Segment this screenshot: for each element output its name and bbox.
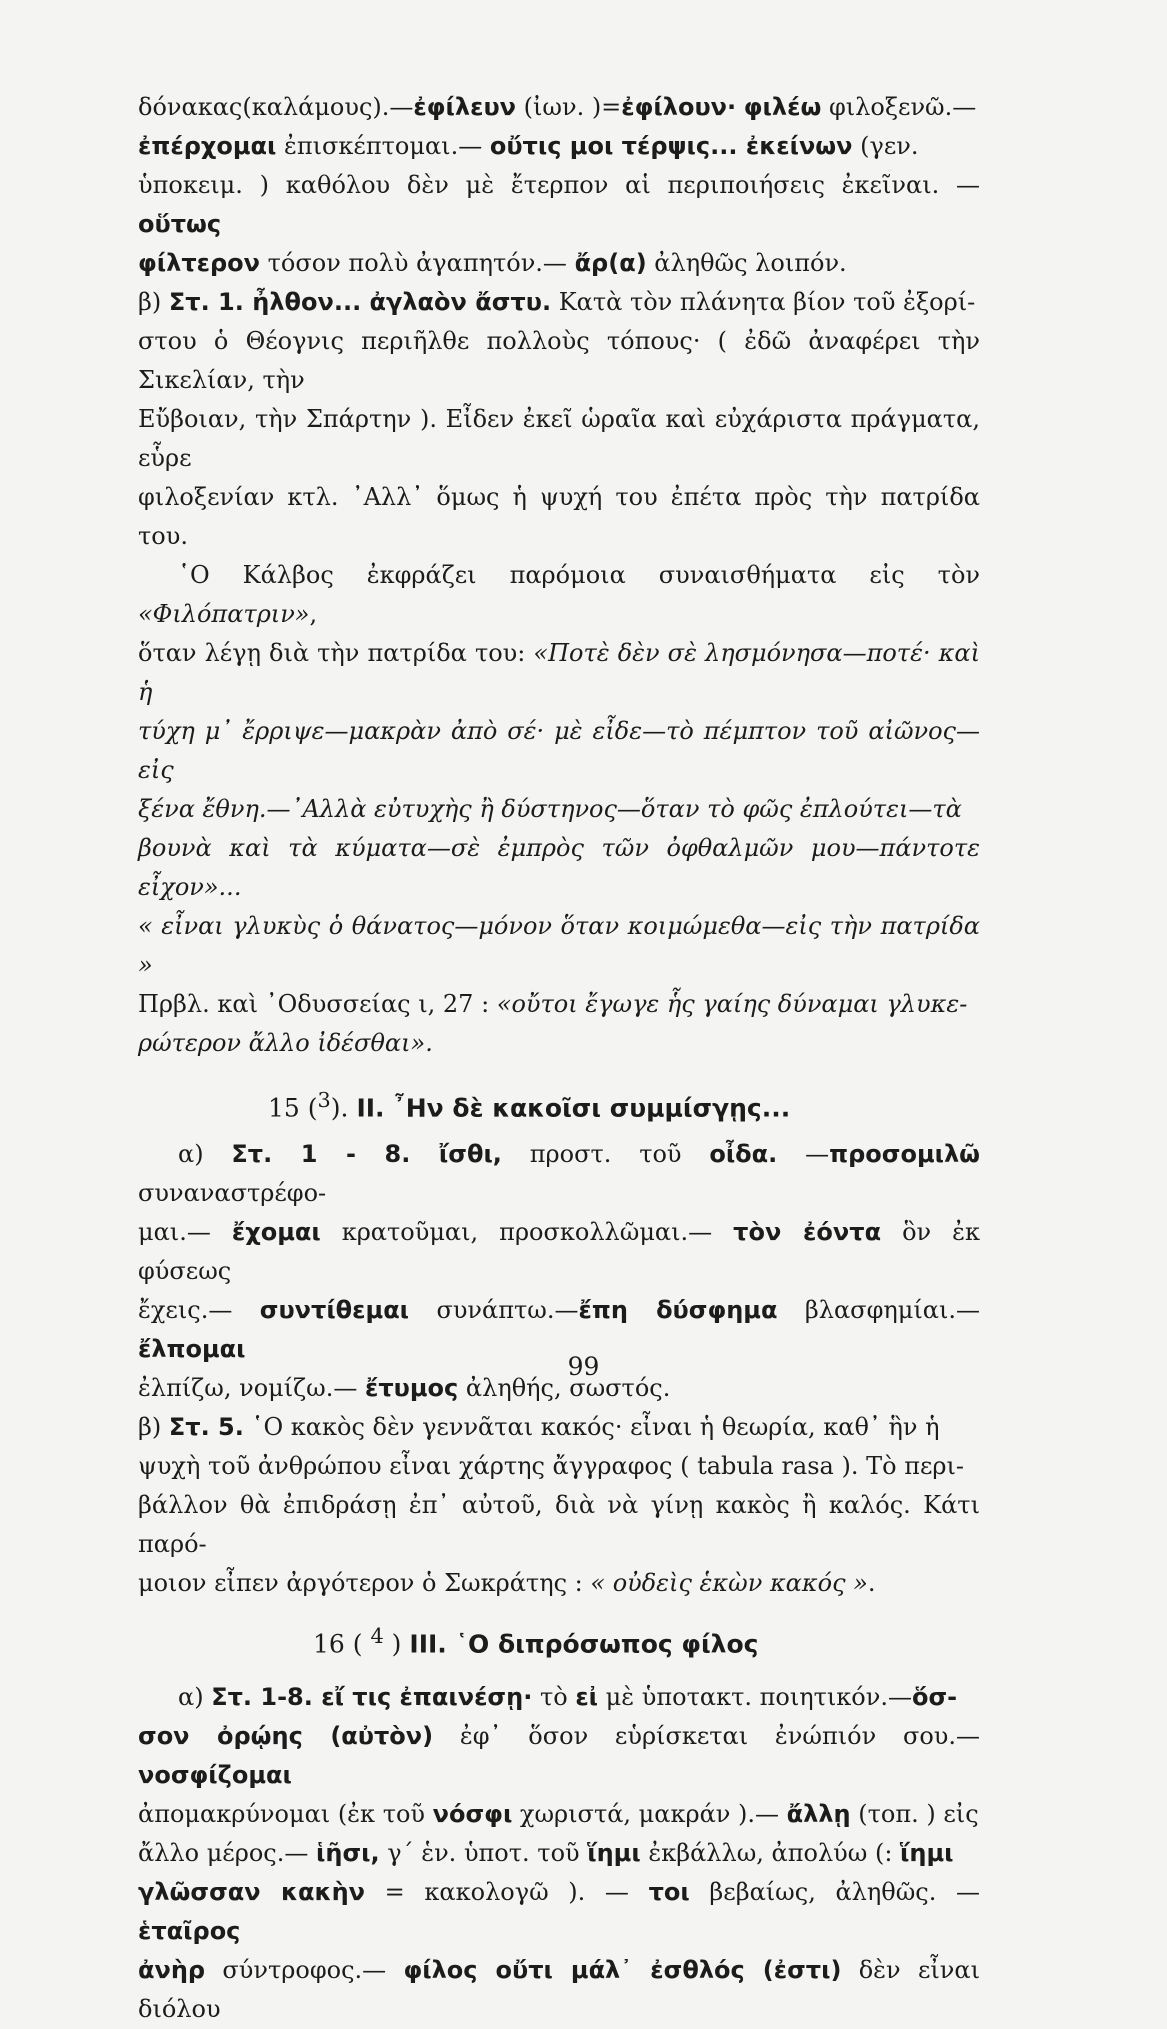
text-line: α) Στ. 1 - 8. ἴσθι, προστ. τοῦ οἶδα. —προσομιλῶ συναναστρέφο-: [138, 1140, 980, 1208]
text-line: ψυχὴ τοῦ ἀνθρώπου εἶναι χάρτης ἄγγραφος ( tabula rasa ). Τὸ περι-: [138, 1452, 965, 1481]
text-line: α) Στ. 1-8. εἴ τις ἐπαινέσῃ· τὸ εἰ μὲ ὑποτακτ. ποιητικόν.—ὅσ-: [178, 1682, 958, 1711]
text-line: τύχη μ᾿ ἔρριψε—μακρὰν ἀπὸ σέ· μὲ εἶδε—τὸ πέμπτον τοῦ αἰῶνος—εἰς: [138, 717, 980, 784]
text-line: σον ὀρῴης (αὐτὸν) ἐφ᾿ ὅσον εὑρίσκεται ἐνώπιόν σου.— νοσφίζομαι: [138, 1721, 980, 1789]
section-heading-15: 15 ($^3$). II. ῏Ην δὲ κακοῖσι συμμίσγῃς...: [268, 1088, 791, 1123]
text-line: β) Στ. 1. ἦλθον... ἀγλαὸν ἄστυ. Κατὰ τὸν πλάνητα βίον τοῦ ἐξορί-: [138, 288, 976, 316]
text-line: ὑποκειμ. ) καθόλου δὲν μὲ ἔτερπον αἱ περιποιήσεις ἐκεῖναι. —οὕτως: [138, 171, 980, 238]
section-heading-16: 16 ( $^4$ ) III. ῾Ο διπρόσωπος φίλος: [313, 1624, 759, 1659]
text-line: β) Στ. 5. ῾Ο κακὸς δὲν γεννᾶται κακός· εἶναι ἡ θεωρία, καθ᾿ ἣν ἡ: [138, 1413, 940, 1442]
text-line: βάλλον θὰ ἐπιδράσῃ ἐπ᾿ αὐτοῦ, διὰ νὰ γίνῃ κακὸς ἢ καλός. Κάτι παρό-: [138, 1491, 980, 1559]
text-line: γλῶσσαν κακὴν = κακολογῶ ). — τοι βεβαίως, ἀληθῶς. — ἑταῖρος: [138, 1877, 980, 1945]
text-line: μαι.— ἔχομαι κρατοῦμαι, προσκολλῶμαι.— τὸν ἐόντα ὃν ἐκ φύσεως: [138, 1218, 980, 1286]
text-line: ἄλλο μέρος.— ἱῆσι, γ΄ ἑν. ὑποτ. τοῦ ἵημι ἐκβάλλω, ἀπολύω (: ἵημι: [138, 1838, 954, 1867]
text-line: « εἶναι γλυκὺς ὁ θάνατος—μόνον ὅταν κοιμώμεθα—εἰς τὴν πατρίδα »: [138, 912, 980, 979]
text-line: ἀπομακρύνομαι (ἐκ τοῦ νόσφι χωριστά, μακράν ).— ἄλλῃ (τοπ. ) εἰς: [138, 1799, 979, 1828]
text-line: δόνακας(καλάμους).—ἐφίλευν (ἰων. )=ἐφίλουν· φιλέω φιλοξενῶ.—: [138, 93, 977, 121]
text-line: ἀνὴρ σύντροφος.— φίλος οὔτι μάλ᾿ ἐσθλός (ἐστι) δὲν εἶναι διόλου: [138, 1955, 981, 2023]
text-line: ἐλπίζω, νομίζω.— ἔτυμος ἀληθής, σωστός.: [138, 1374, 671, 1403]
text-line: φιλοξενίαν κτλ. ᾿Αλλ᾿ ὅμως ἡ ψυχή του ἐπέτα πρὸς τὴν πατρίδα του.: [138, 483, 980, 550]
text-line: Πρβλ. καὶ ᾿Οδυσσείας ι, 27 : «οὔτοι ἔγωγε ἧς γαίης δύναμαι γλυκε-: [138, 990, 968, 1018]
text-line: ἔχεις.— συντίθεμαι συνάπτω.—ἔπη δύσφημα βλασφημίαι.—ἔλπομαι: [138, 1296, 981, 1364]
text-line: ἐπέρχομαι ἐπισκέπτομαι.— οὔτις μοι τέρψις... ἐκείνων (γεν.: [138, 132, 919, 160]
body-text: [138, 88, 980, 2029]
text-line: μοιον εἶπεν ἀργότερον ὁ Σωκράτης : « οὐδεὶς ἑκὼν κακός ».: [138, 1569, 876, 1598]
text-line: Εὔβοιαν, τὴν Σπάρτην ). Εἶδεν ἐκεῖ ὡραῖα καὶ εὐχάριστα πράγματα, εὗρε: [138, 405, 980, 472]
text-line: στου ὁ Θέογνις περιῆλθε πολλοὺς τόπους· ( ἐδῶ ἀναφέρει τὴν Σικελίαν, τὴν: [138, 327, 980, 394]
text-line: βουνὰ καὶ τὰ κύματα—σὲ ἐμπρὸς τῶν ὀφθαλμῶν μου—πάντοτε εἶχον»...: [138, 834, 980, 901]
text-line: ῾Ο Κάλβος ἐκφράζει παρόμοια συναισθήματα εἰς τὸν «Φιλόπατριν»,: [138, 561, 980, 628]
text-line: ὅταν λέγῃ διὰ τὴν πατρίδα του: «Ποτὲ δὲν σὲ λησμόνησα—ποτέ· καὶ ἡ: [138, 639, 981, 706]
text-line: ρώτερον ἄλλο ἰδέσθαι».: [138, 1029, 433, 1057]
page-number: 99: [567, 1352, 600, 1381]
text-line: φίλτερον τόσον πολὺ ἀγαπητόν.— ἄρ(α) ἀληθῶς λοιπόν.: [138, 249, 847, 277]
text-line: ξένα ἔθνη.—᾿Αλλὰ εὐτυχὴς ἢ δύστηνος—ὅταν τὸ φῶς ἐπλούτει—τὰ: [138, 795, 962, 823]
